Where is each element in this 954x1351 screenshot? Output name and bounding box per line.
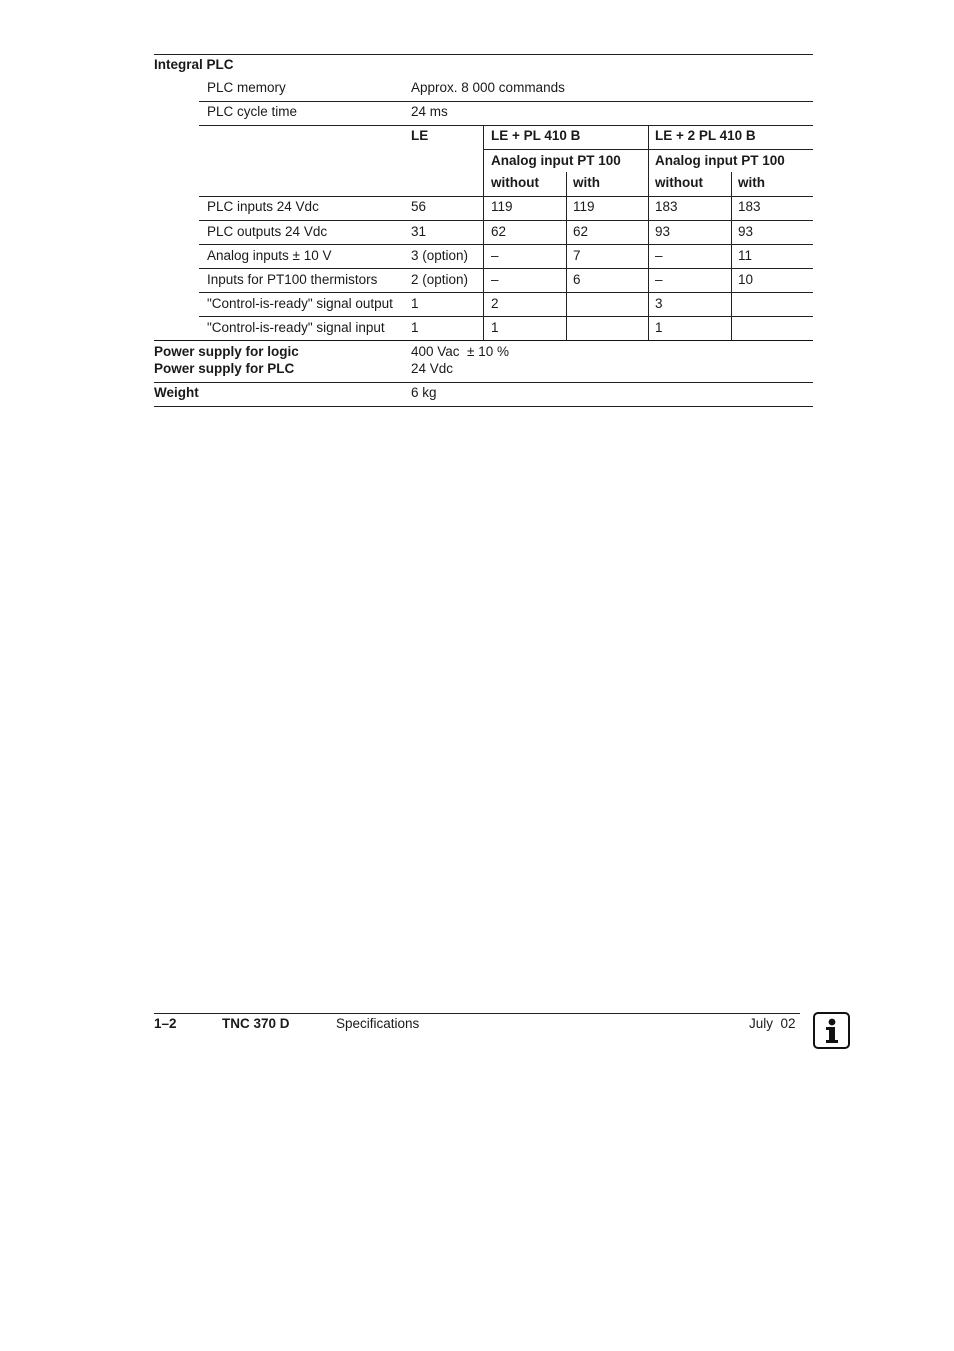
cell-g1-with: 62 — [573, 224, 589, 239]
row-label: Inputs for PT100 thermistors — [207, 272, 378, 287]
without-header-2: without — [655, 175, 703, 190]
col-header-group2: LE + 2 PL 410 B — [655, 128, 756, 143]
cell-g2-without: 93 — [655, 224, 671, 239]
cell-le: 2 (option) — [411, 272, 469, 287]
power-plc-label: Power supply for PLC — [154, 361, 295, 376]
row-divider — [199, 268, 813, 269]
col-header-le: LE — [411, 128, 429, 143]
power-plc-value: 24 Vdc — [411, 361, 454, 376]
cell-g2-with: 183 — [738, 199, 761, 214]
cell-g1-without: 2 — [491, 296, 499, 311]
cell-g2-without: 183 — [655, 199, 678, 214]
cell-le: 1 — [411, 296, 419, 311]
cell-le: 3 (option) — [411, 248, 469, 263]
cell-g1-with: 7 — [573, 248, 581, 263]
section-title: Integral PLC — [154, 57, 234, 72]
without-header-1: without — [491, 175, 539, 190]
col-rule — [731, 172, 732, 341]
plc-cycle-label: PLC cycle time — [207, 104, 298, 119]
footer-date: July 02 — [749, 1016, 796, 1031]
col-rule — [648, 125, 649, 341]
weight-value: 6 kg — [411, 385, 437, 400]
row-label: "Control-is-ready" signal input — [207, 320, 385, 335]
info-glyph — [815, 1014, 848, 1047]
weight-label: Weight — [154, 385, 199, 400]
info-icon — [813, 1012, 850, 1049]
cell-g2-with: 11 — [738, 248, 753, 263]
power-logic-value: 400 Vac ± 10 % — [411, 344, 509, 359]
sub-header-1: Analog input PT 100 — [491, 153, 621, 168]
section-rule — [154, 406, 813, 407]
plc-cycle-value: 24 ms — [411, 104, 448, 119]
cell-g1-without: 119 — [491, 199, 513, 214]
cell-g2-without: 3 — [655, 296, 663, 311]
power-logic-label: Power supply for logic — [154, 344, 299, 359]
section-rule — [154, 382, 813, 383]
cell-g1-without: 62 — [491, 224, 507, 239]
row-label: PLC inputs 24 Vdc — [207, 199, 319, 214]
cell-g1-without: – — [491, 248, 499, 263]
cell-g1-without: 1 — [491, 320, 499, 335]
cell-g2-with: 93 — [738, 224, 754, 239]
cell-le: 1 — [411, 320, 419, 335]
header-bottom-rule — [199, 196, 813, 197]
footer-rule — [154, 1013, 800, 1014]
cell-g1-with: 6 — [573, 272, 581, 287]
cell-g2-without: – — [655, 248, 663, 263]
footer-model: TNC 370 D — [222, 1016, 290, 1031]
plc-memory-value: Approx. 8 000 commands — [411, 80, 565, 95]
row-divider — [199, 316, 813, 317]
plc-memory-label: PLC memory — [207, 80, 286, 95]
row-divider — [199, 220, 813, 221]
row-divider — [199, 125, 813, 126]
row-divider — [199, 244, 813, 245]
row-label: Analog inputs ± 10 V — [207, 248, 332, 263]
row-label: PLC outputs 24 Vdc — [207, 224, 328, 239]
cell-g1-with: 119 — [573, 199, 595, 214]
row-divider — [199, 292, 813, 293]
sub-header-2: Analog input PT 100 — [655, 153, 785, 168]
row-label: "Control-is-ready" signal output — [207, 296, 393, 311]
footer-chapter: Specifications — [336, 1016, 420, 1031]
with-header-2: with — [738, 175, 765, 190]
top-rule — [154, 54, 813, 55]
col-rule — [483, 125, 484, 341]
cell-g2-without: 1 — [655, 320, 663, 335]
footer-page-number: 1–2 — [154, 1016, 177, 1031]
col-header-group1: LE + PL 410 B — [491, 128, 581, 143]
cell-le: 31 — [411, 224, 427, 239]
section-rule — [154, 340, 813, 341]
cell-g2-with: 10 — [738, 272, 754, 287]
cell-g1-without: – — [491, 272, 499, 287]
col-rule — [566, 172, 567, 341]
cell-g2-without: – — [655, 272, 663, 287]
row-divider — [199, 101, 813, 102]
with-header-1: with — [573, 175, 600, 190]
cell-le: 56 — [411, 199, 427, 214]
